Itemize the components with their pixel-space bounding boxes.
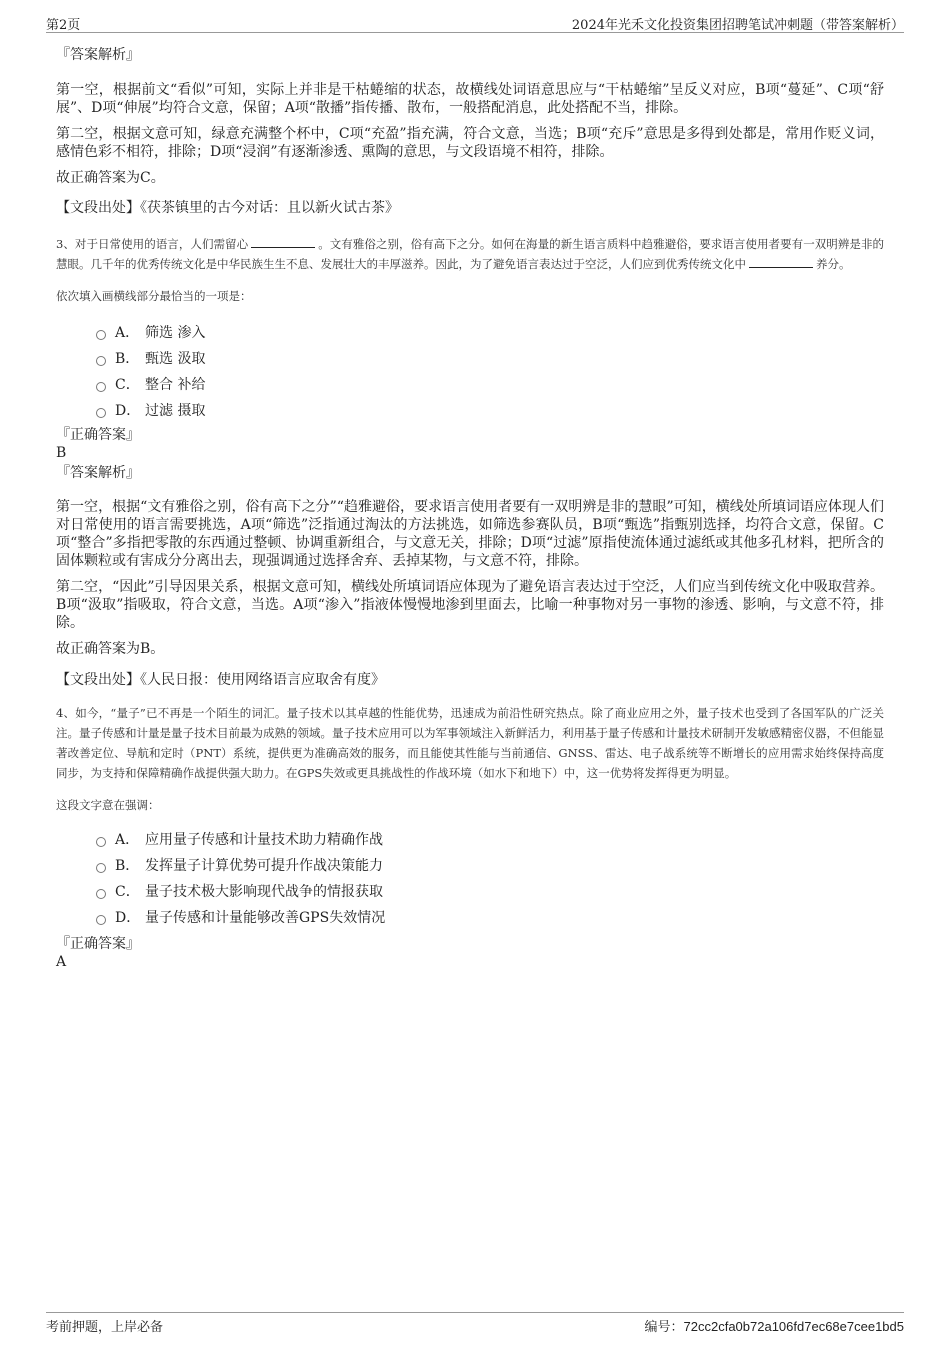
correct-answer: A <box>56 954 67 970</box>
page-content <box>56 46 884 971</box>
analysis-paragraph: 第一空，根据前文“看似”可知，实际上并非是干枯蜷缩的状态，故横线处词语意思应与“干枯蜷缩”呈反义对应，B项“蔓延”、C项“舒展”、D项“伸展”均符合文意，保留；A项“散播”指传播、散布，一般搭配消息，此处搭配不当，排除。 <box>56 82 884 116</box>
option-d[interactable]: D． 量子传感和计量能够改善GPS失效情况 <box>96 905 884 931</box>
radio-icon[interactable] <box>96 356 106 366</box>
analysis-label: 『答案解析』 <box>56 47 140 63</box>
document-code: 编号：72cc2cfa0b72a106fd7ec68e7cee1bd5 <box>644 1319 904 1335</box>
question-prompt: 这段文字意在强调： <box>56 798 160 812</box>
document-title: 2024年光禾文化投资集团招聘笔试冲刺题（带答案解析） <box>571 18 904 33</box>
analysis-paragraph: 第二空，“因此”引导因果关系，根据文意可知，横线处所填词语应体现为了避免语言表达过于空泛，人们应当到传统文化中吸取营养。B项“汲取”指吸取，符合文意，当选。A项“渗入”指液体慢慢地渗到里面去，比喻一种事物对另一事物的渗透、影响，与文意不符，排除。 <box>56 579 884 631</box>
page-number: 第2页 <box>46 18 81 33</box>
radio-icon[interactable] <box>96 408 106 418</box>
radio-icon[interactable] <box>96 889 106 899</box>
option-c[interactable]: C． 量子技术极大影响现代战争的情报获取 <box>96 879 884 905</box>
question-4-text: 4、如今，“量子”已不再是一个陌生的词汇。量子技术以其卓越的性能优势，迅速成为前沿性研究热点。除了商业应用之外，量子技术也受到了各国军队的广泛关注。量子传感和计量是量子技术目前最为成熟的领域。量子技术应用可以为军事领域注入新鲜活力，利用基于量子传感和计量技术研制开发敏感精密仪器，不但能显著改善定位、导航和定时（PNT）系统，提供更为准确高效的服务，而且能使其性能与当前通信、GNSS、雷达、电子战系统等不断增长的应用需求始终保持高度同步，为支持和保障精确作战提供强大助力。在GPS失效或更具挑战性的作战环境（如水下和地下）中，这一优势将发挥得更为明显。 <box>56 706 884 780</box>
fill-blank <box>749 256 813 268</box>
option-a[interactable]: A． 筛选 渗入 <box>96 320 884 346</box>
passage-source: 【文段出处】《茯茶镇里的古今对话：且以新火试古茶》 <box>56 200 399 216</box>
question-prompt: 依次填入画横线部分最恰当的一项是： <box>56 289 252 303</box>
analysis-paragraph: 第二空，根据文意可知，绿意充满整个杯中，C项“充盈”指充满，符合文意，当选；B项“充斥”意思是多得到处都是，常用作贬义词，感情色彩不相符，排除；D项“浸润”有逐渐渗透、熏陶的意思，与文段语境不相符，排除。 <box>56 126 884 160</box>
passage-source: 【文段出处】《人民日报：使用网络语言应取舍有度》 <box>56 672 385 688</box>
question-3-options <box>96 320 884 424</box>
option-b[interactable]: B． 发挥量子计算优势可提升作战决策能力 <box>96 853 884 879</box>
option-b[interactable]: B． 甄选 汲取 <box>96 346 884 372</box>
radio-icon[interactable] <box>96 330 106 340</box>
page-header <box>46 12 904 33</box>
correct-answer: B <box>56 445 67 461</box>
option-d[interactable]: D． 过滤 摄取 <box>96 398 884 424</box>
option-a[interactable]: A． 应用量子传感和计量技术助力精确作战 <box>96 827 884 853</box>
page-footer <box>46 1312 904 1333</box>
answer-conclusion: 故正确答案为C。 <box>56 170 165 186</box>
correct-answer-label: 『正确答案』 <box>56 936 140 952</box>
answer-conclusion: 故正确答案为B。 <box>56 641 165 657</box>
fill-blank <box>251 236 315 248</box>
question-4-options <box>96 827 884 931</box>
correct-answer-label: 『正确答案』 <box>56 427 140 443</box>
radio-icon[interactable] <box>96 382 106 392</box>
radio-icon[interactable] <box>96 863 106 873</box>
radio-icon[interactable] <box>96 837 106 847</box>
footer-slogan: 考前押题，上岸必备 <box>46 1320 164 1335</box>
question-3-text: 3、对于日常使用的语言，人们需留心 。文有雅俗之别，俗有高下之分。如何在海量的新生语言质料中趋雅避俗，要求语言使用者要有一双明辨是非的慧眼。几千年的优秀传统文化是中华民族生生不息、发展壮大的丰厚滋养。因此，为了避免语言表达过于空泛，人们应到优秀传统文化中 养分。 <box>56 237 884 271</box>
option-c[interactable]: C． 整合 补给 <box>96 372 884 398</box>
radio-icon[interactable] <box>96 915 106 925</box>
analysis-paragraph: 第一空，根据“文有雅俗之别，俗有高下之分”“趋雅避俗，要求语言使用者要有一双明辨是非的慧眼”可知，横线处所填词语应体现人们对日常使用的语言需要挑选，A项“筛选”泛指通过淘汰的方法挑选，如筛选参赛队员，B项“甄选”指甄别选择，均符合文意，保留。C项“整合”多指把零散的东西通过整顿、协调重新组合，与文意无关，排除；D项“过滤”原指使流体通过滤纸或其他多孔材料，把所含的固体颗粒或有害成分分离出去，现强调通过选择舍弃、丢掉某物，与文意不符，排除。 <box>56 499 884 569</box>
analysis-label: 『答案解析』 <box>56 465 140 481</box>
